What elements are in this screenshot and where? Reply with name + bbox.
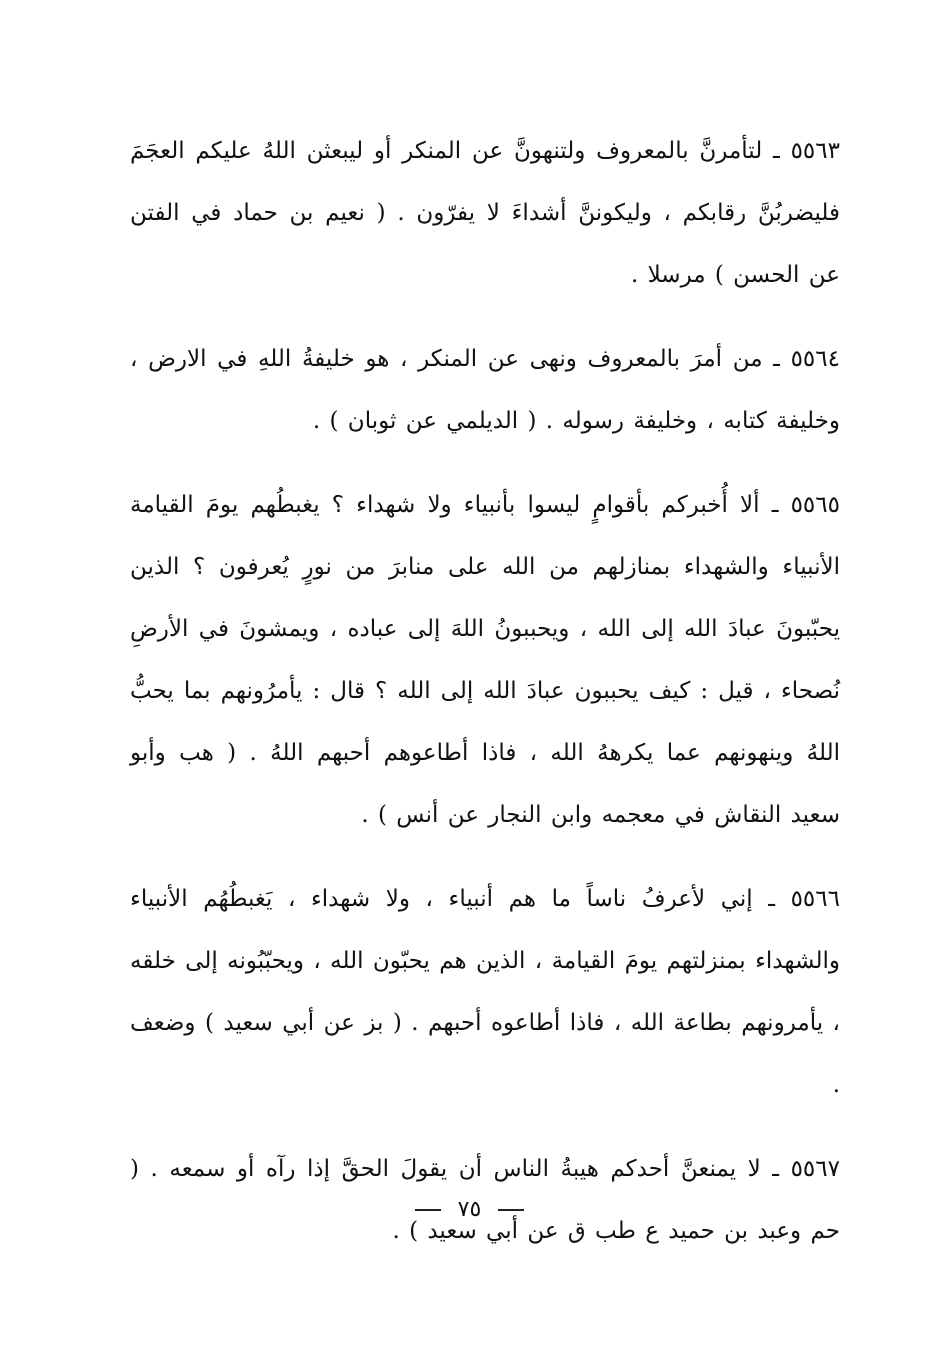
hadith-5564: ٥٥٦٤ ـ من أمرَ بالمعروف ونهى عن المنكر ، هو خليفةُ اللهِ في الارض ، وخليفة كتابه ، وخليفة رسوله . ( الديلمي عن ثوبان ) . xyxy=(130,346,840,434)
hadith-5563: ٥٥٦٣ ـ لتأمرنَّ بالمعروف ولتنهونَّ عن المنكر أو ليبعثن اللهُ عليكم العجَمَ فليضربُنَّ رقابكم ، وليكوننَّ أشداءَ لا يفرّون . ( نعيم بن حماد في الفتن عن الحسن ) مرسلا . xyxy=(130,138,840,288)
hadith-5565: ٥٥٦٥ ـ ألا أُخبركم بأقوامٍ ليسوا بأنبياء ولا شهداء ؟ يغبطُهم يومَ القيامة الأنبياء والشهداء بمنازلهم من الله على منابرَ من نورٍ يُعرفون ؟ الذين يحبّبونَ عبادَ الله إلى الله ، ويحببونُ اللهَ إلى عباده ، ويمشونَ في الأرضِ نُصحاء ، قيل : كيف يحببون عبادَ الله إلى الله ؟ قال : يأمرُونهم بما يحبُّ اللهُ وينهونهم عما يكرههُ الله ، فاذا أطاعوهم أحبهم اللهُ . ( هب وأبو سعيد النقاش في معجمه وابن النجار عن أنس ) . xyxy=(130,492,840,828)
hadith-5566: ٥٥٦٦ ـ إني لأعرفُ ناساً ما هم أنبياء ، ولا شهداء ، يَغبطُهُم الأنبياء والشهداء بمنزلتهم يومَ القيامة ، الذين هم يحبّون الله ، ويحبّبُونه إلى خلقه ، يأمرونهم بطاعة الله ، فاذا أطاعوه أحبهم . ( بز عن أبي سعيد ) وضعف . xyxy=(130,886,840,1098)
page-number-right-dash xyxy=(498,1209,524,1211)
page-number-value: ٧٥ xyxy=(457,1197,482,1222)
page-number-left-dash xyxy=(415,1209,441,1211)
page-number xyxy=(0,1190,939,1230)
hadith-5567: ٥٥٦٧ ـ لا يمنعنَّ أحدكم هيبةُ الناس أن يقولَ الحقَّ إذا رآه أو سمعه . ( حم وعبد بن حميد ع طب ق عن أبي سعيد ) . xyxy=(130,1156,840,1244)
hadith-text-block xyxy=(130,120,840,1284)
